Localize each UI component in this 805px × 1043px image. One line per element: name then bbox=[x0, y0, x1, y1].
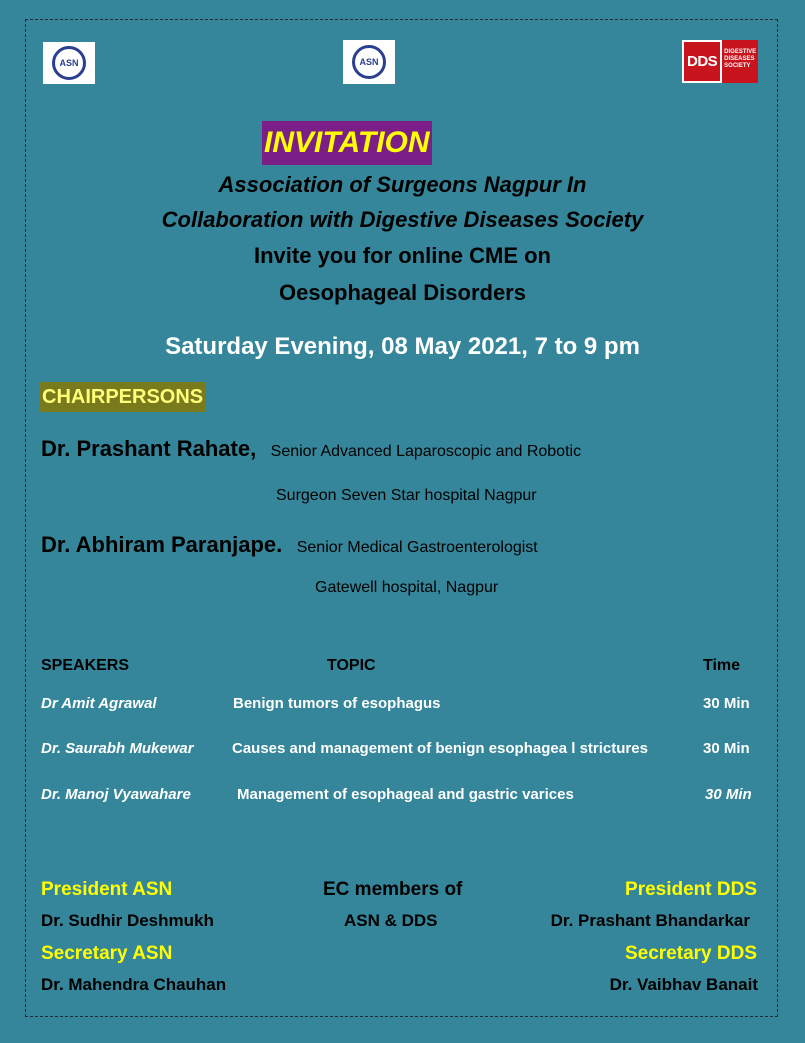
speaker-name: Dr. Manoj Vyawahare bbox=[41, 786, 191, 803]
chairperson-desc-cont: Surgeon Seven Star hospital Nagpur bbox=[276, 487, 537, 504]
speakers-header: SPEAKERS bbox=[41, 657, 130, 674]
chairpersons-heading: CHAIRPERSONS bbox=[39, 382, 206, 412]
chairperson-name: Dr. Prashant Rahate, bbox=[41, 436, 257, 461]
president-asn-name: Dr. Sudhir Deshmukh bbox=[41, 911, 214, 930]
asn-logo-left bbox=[43, 42, 95, 84]
event-date: Saturday Evening, 08 May 2021, 7 to 9 pm bbox=[165, 333, 640, 360]
ec-members-line-1: EC members of bbox=[323, 879, 463, 900]
president-asn-title: President ASN bbox=[41, 879, 173, 900]
president-dds-title: President DDS bbox=[625, 879, 757, 900]
speaker-name: Dr. Saurabh Mukewar bbox=[41, 740, 194, 757]
dds-logo: DDS DIGESTIVE DISEASES SOCIETY bbox=[682, 40, 753, 83]
speaker-topic: Management of esophageal and gastric varices bbox=[237, 786, 574, 803]
chairperson-desc: Senior Advanced Laparoscopic and Robotic bbox=[270, 443, 582, 460]
header-line-4: Oesophageal Disorders bbox=[279, 280, 526, 305]
speaker-topic: Benign tumors of esophagus bbox=[233, 695, 441, 712]
invitation-title: INVITATION bbox=[262, 121, 432, 165]
president-dds-name: Dr. Prashant Bhandarkar bbox=[550, 911, 750, 930]
speaker-time: 30 Min bbox=[705, 786, 752, 803]
chairperson-desc: Senior Medical Gastroenterologist bbox=[296, 539, 538, 556]
speaker-time: 30 Min bbox=[703, 695, 750, 712]
speaker-topic: Causes and management of benign esophagea l strictures bbox=[232, 740, 648, 757]
secretary-dds-name: Dr. Vaibhav Banait bbox=[609, 975, 758, 994]
asn-logo-center bbox=[343, 40, 395, 84]
chairperson-name: Dr. Abhiram Paranjape. bbox=[41, 532, 283, 557]
asn-emblem-icon: ASN bbox=[52, 46, 86, 80]
chairperson-2 bbox=[41, 532, 538, 558]
speaker-name: Dr Amit Agrawal bbox=[41, 695, 157, 712]
topic-header: TOPIC bbox=[327, 657, 376, 674]
time-header: Time bbox=[703, 657, 741, 674]
header-line-1: Association of Surgeons Nagpur In bbox=[218, 172, 587, 197]
secretary-asn-name: Dr. Mahendra Chauhan bbox=[41, 975, 227, 994]
chairperson-desc-cont: Gatewell hospital, Nagpur bbox=[315, 579, 499, 596]
page-border bbox=[25, 19, 778, 1017]
header-line-3: Invite you for online CME on bbox=[254, 243, 551, 268]
ec-members-line-2: ASN & DDS bbox=[344, 911, 438, 930]
secretary-dds-title: Secretary DDS bbox=[624, 943, 757, 964]
speaker-time: 30 Min bbox=[703, 740, 750, 757]
chairperson-1 bbox=[41, 436, 581, 462]
asn-emblem-icon: ASN bbox=[352, 45, 386, 79]
secretary-asn-title: Secretary ASN bbox=[41, 943, 173, 964]
header-line-2: Collaboration with Digestive Diseases Society bbox=[161, 207, 644, 232]
